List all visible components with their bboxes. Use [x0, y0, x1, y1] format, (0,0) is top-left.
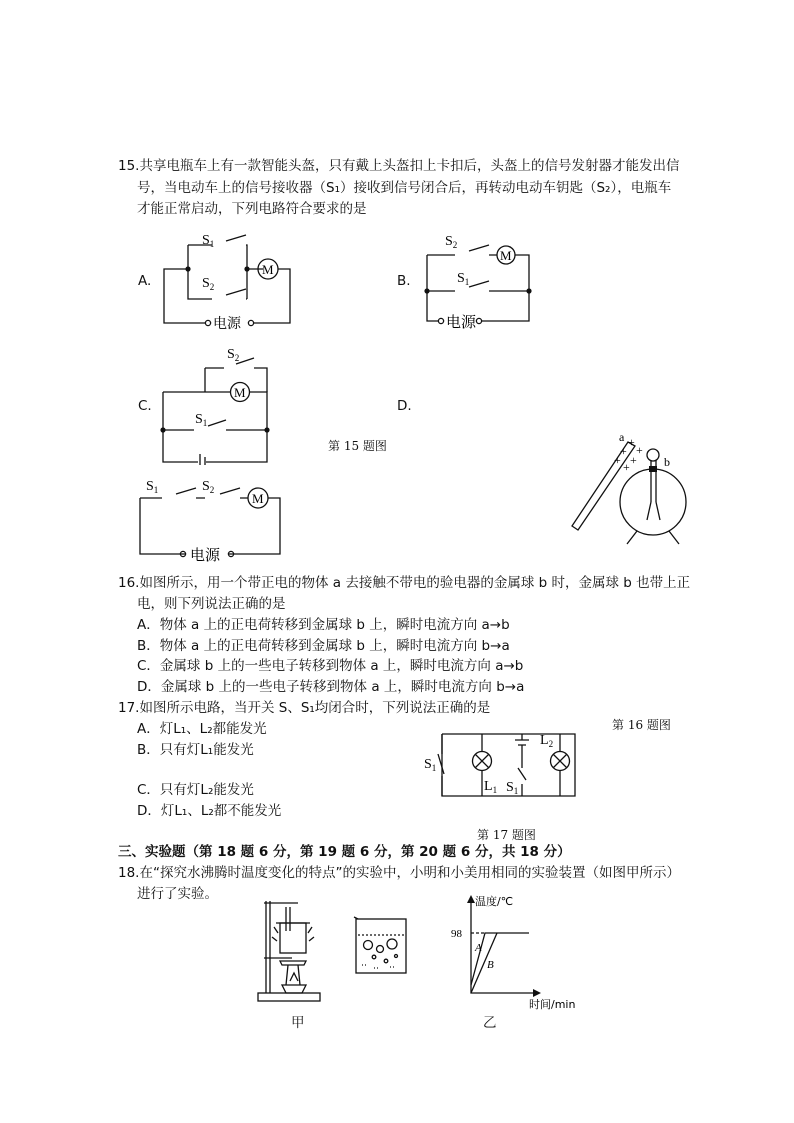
q15-option-c-label: C.	[138, 398, 152, 414]
q16-option-c: C．金属球 b 上的一些电子转移到物体 a 上，瞬时电流方向 a→b	[137, 658, 524, 674]
d-s2-text: $S_2$	[202, 479, 215, 495]
plus-4: +	[614, 453, 621, 467]
circuit-diagram-d	[130, 470, 290, 565]
q16-option-d: D．金属球 b 上的一些电子转移到物体 a 上，瞬时电流方向 b→a	[137, 679, 525, 695]
q15-option-b-label: B.	[397, 273, 411, 289]
q16-line-1: 16.如图所示，用一个带正电的物体 a 去接触不带电的验电器的金属球 b 时，金属球 b 也带上正	[118, 575, 691, 591]
a-s1-text: $S_1$	[202, 233, 215, 249]
q18-line-1: 18.在“探究水沸腾时温度变化的特点”的实验中，小明和小美用相同的实验装置（如图甲所示）	[118, 865, 680, 881]
label-yi: 乙	[483, 1015, 497, 1031]
series-b-label: B	[487, 959, 494, 971]
q15-line-3: 才能正常启动，下列电路符合要求的是	[137, 201, 367, 217]
boiling-apparatus-figure	[250, 893, 420, 1008]
q16-option-b: B．物体 a 上的正电荷转移到金属球 b 上，瞬时电流方向 b→a	[137, 638, 510, 654]
graph-x-label: 时间/min	[529, 998, 576, 1011]
a-s2-text: $S_2$	[202, 276, 215, 292]
q17-s-text: $S_1$	[424, 757, 437, 773]
q16-line-2: 电，则下列说法正确的是	[137, 596, 286, 612]
q17-s1-text: $S_1$	[506, 780, 519, 796]
b-s2-text: $S_2$	[445, 234, 458, 250]
motor-a-label: M	[262, 262, 274, 277]
plus-1: +	[628, 435, 635, 449]
q17-caption: 第 17 题图	[477, 828, 536, 842]
series-a-label: A	[475, 942, 482, 954]
section-3-heading: 三、实验题（第 18 题 6 分，第 19 题 6 分，第 20 题 6 分，共 18 分）	[118, 844, 571, 860]
graph-y-label: 温度/℃	[475, 895, 514, 908]
circuit-diagram-b	[415, 225, 565, 335]
motor-d-label: M	[252, 491, 264, 506]
plus-2: +	[620, 444, 627, 458]
q17-option-a: A．灯L₁、L₂都能发光	[137, 721, 267, 737]
circuit-diagram-a	[150, 225, 300, 335]
plus-5: +	[630, 453, 637, 467]
motor-b-label: M	[500, 248, 512, 263]
electroscope-figure	[565, 428, 705, 553]
label-jia: 甲	[291, 1015, 305, 1031]
label-b: b	[664, 455, 670, 469]
plus-3: +	[636, 443, 643, 457]
graph-value-98: 98	[451, 928, 462, 940]
plus-6: +	[623, 460, 630, 474]
c-s1-text: $S_1$	[195, 412, 208, 428]
q15-caption: 第 15 题图	[328, 439, 387, 453]
motor-c-label: M	[234, 385, 246, 400]
q15-option-a-label: A.	[138, 273, 152, 289]
circuit-diagram-q17	[420, 728, 590, 803]
d-s1-text: $S_1$	[146, 479, 159, 495]
temperature-time-graph	[445, 893, 595, 1013]
power-d-label: 电源	[190, 546, 221, 564]
q17-option-d: D．灯L₁、L₂都不能发光	[137, 803, 282, 819]
q16-option-a: A．物体 a 上的正电荷转移到金属球 b 上，瞬时电流方向 a→b	[137, 617, 510, 633]
q17-option-c: C．只有灯L₂能发光	[137, 782, 254, 798]
q17-line-1: 17.如图所示电路，当开关 S、S₁均闭合时，下列说法正确的是	[118, 700, 491, 716]
c-s2-text: $S_2$	[227, 347, 240, 363]
q17-option-b: B．只有灯L₁能发光	[137, 742, 254, 758]
q15-line-2: 号，当电动车上的信号接收器（S₁）接收到信号闭合后，再转动电动车钥匙（S₂），电瓶车	[137, 180, 672, 196]
label-a: a	[619, 430, 625, 444]
q17-l1-text: $L_1$	[484, 779, 498, 795]
q18-line-2: 进行了实验。	[137, 886, 218, 902]
q17-l2-text: $L_2$	[540, 733, 554, 749]
b-s1-text: $S_1$	[457, 271, 470, 287]
circuit-diagram-c	[150, 340, 280, 465]
q15-line-1: 15.共享电瓶车上有一款智能头盔，只有戴上头盔扣上卡扣后，头盔上的信号发射器才能发出信	[118, 158, 680, 174]
power-b-label: 电源	[446, 313, 477, 331]
power-a-label: 电源	[213, 316, 241, 332]
q16-caption: 第 16 题图	[612, 718, 671, 732]
q15-option-d-label: D.	[397, 398, 412, 414]
